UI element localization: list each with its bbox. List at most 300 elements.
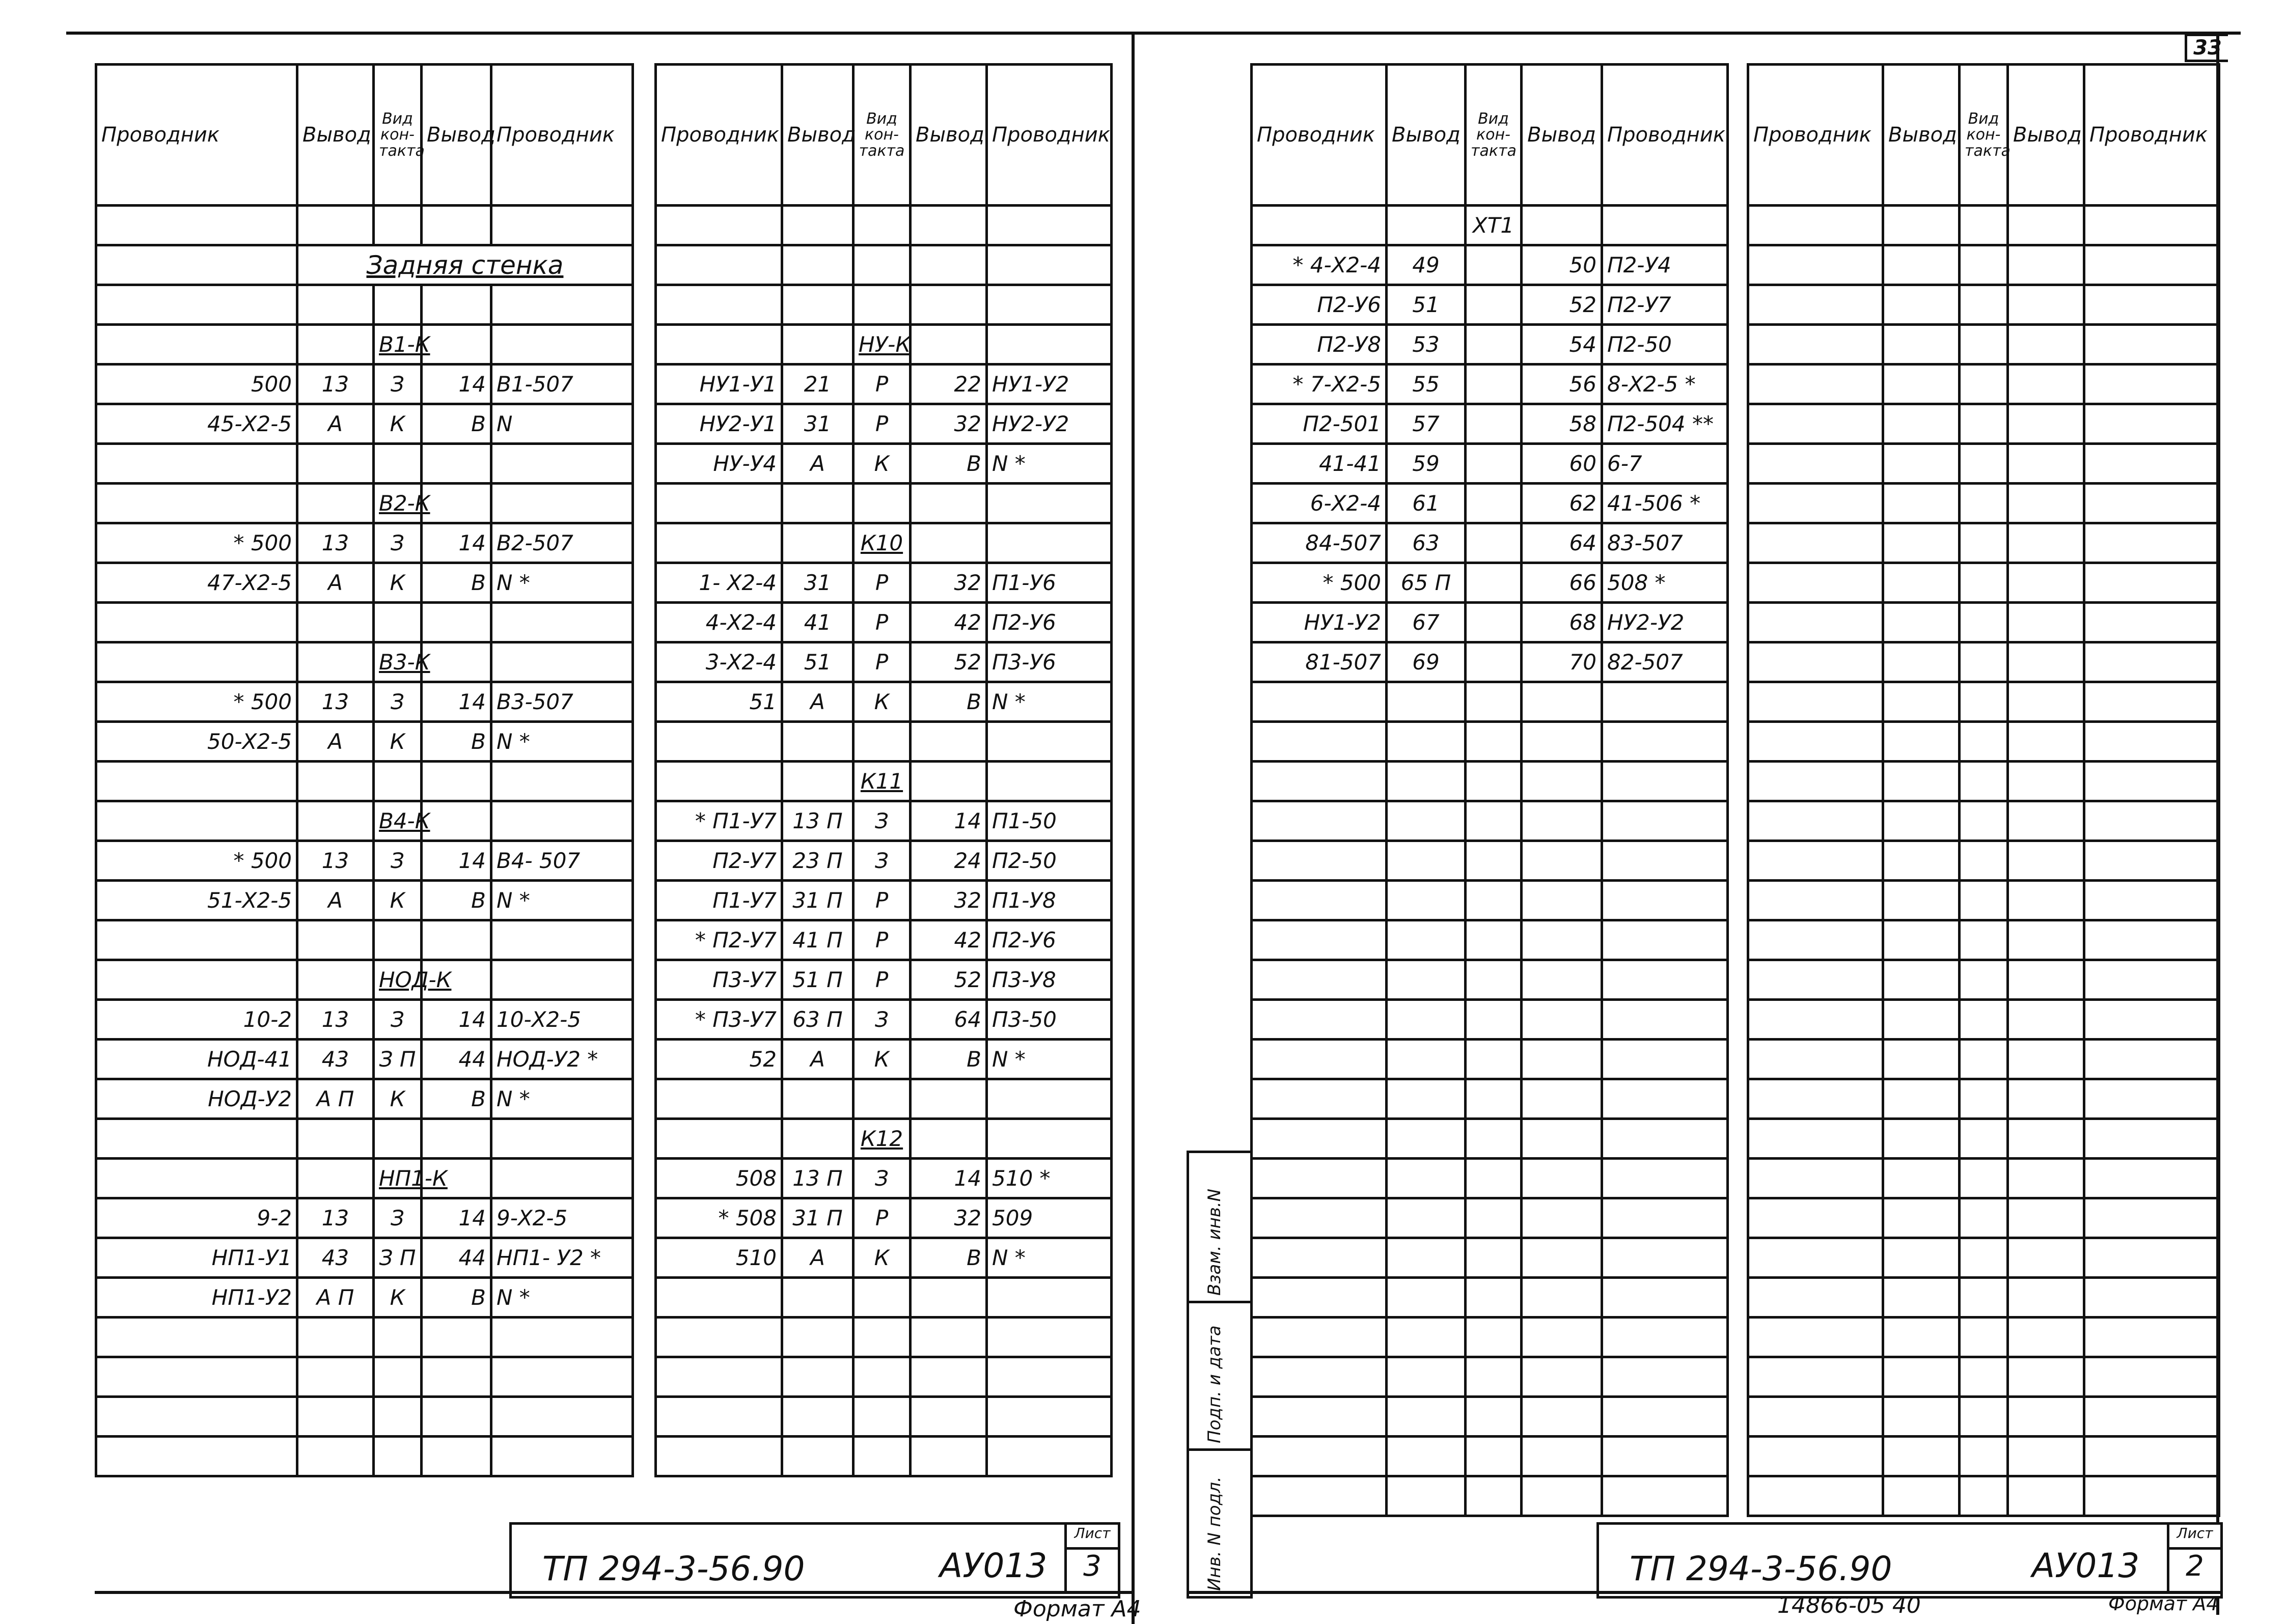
table-cell [1748,920,1883,960]
drawing-mark: АУ013 [2032,1546,2140,1585]
table-cell [1252,722,1387,762]
table-cell [2084,603,2219,642]
table-cell [1960,1278,2008,1318]
table-row [96,1397,633,1437]
table-cell [656,1437,782,1476]
table-cell [1466,1357,1522,1397]
table-cell: 66 [1522,563,1602,603]
table-cell [2008,1198,2084,1238]
table-row [656,1357,1112,1397]
table-cell [96,285,297,325]
table-cell [1883,1198,1960,1238]
table-row [656,881,1112,920]
table-cell [422,1397,491,1437]
table-cell [1883,1397,1960,1437]
table-cell: 31 П [782,881,853,920]
table-row [1252,285,1728,325]
table-cell: ХТ1 [1466,206,1522,245]
table-cell [96,762,297,801]
table-cell: 8-Х2-5 * [1602,365,1728,404]
table-cell: К [374,881,422,920]
table-cell [2008,1318,2084,1357]
table-row [1252,1357,1728,1397]
side-label-replace: Взам. инв.N [1204,1188,1225,1296]
table-cell [491,960,633,1000]
table-cell [297,920,374,960]
table-row [96,365,633,404]
table-cell [1748,841,1883,881]
table-cell [491,1119,633,1159]
table-row [1252,881,1728,920]
table-cell [491,1159,633,1198]
table-cell: 67 [1387,603,1466,642]
table-cell [1960,642,2008,682]
table-cell: В2-507 [491,523,633,563]
table-cell [374,603,422,642]
table-row [656,206,1112,245]
table-cell [2084,1159,2219,1198]
table-row [96,1437,633,1476]
table-cell [656,1119,782,1159]
table-cell [1252,1198,1387,1238]
table-cell [2008,285,2084,325]
table-cell: 4-Х2-4 [656,603,782,642]
table-cell [853,484,911,523]
table-cell [1466,1278,1522,1318]
table-cell [1602,722,1728,762]
table-row [656,1397,1112,1437]
table-cell [1960,1159,2008,1198]
table-cell [656,1278,782,1318]
table-row [96,285,633,325]
table-cell [96,484,297,523]
table-cell [1387,1198,1466,1238]
table-cell [911,1397,987,1437]
table-cell: 50 [1522,245,1602,285]
table-row [1252,1119,1728,1159]
table-cell: 56 [1522,365,1602,404]
table-row [1748,1198,2219,1238]
table-cell [1883,404,1960,444]
table-cell [1883,1318,1960,1357]
table-cell [987,1119,1112,1159]
table-cell [1883,1079,1960,1119]
table-row [1252,603,1728,642]
table-cell [1602,960,1728,1000]
table-cell [1466,801,1522,841]
table-row [1748,1397,2219,1437]
table-row [1748,1119,2219,1159]
table-cell [1387,881,1466,920]
table-cell [2008,1159,2084,1198]
table-cell [987,1437,1112,1476]
table-cell [1602,682,1728,722]
table-cell [1748,603,1883,642]
table-cell [911,722,987,762]
table-cell [2008,245,2084,285]
table-cell: 63 П [782,1000,853,1040]
table-cell: НУ-У4 [656,444,782,484]
table-cell [1466,1476,1522,1516]
table-row [656,484,1112,523]
table-cell [96,603,297,642]
table-cell: В4-К [374,801,422,841]
table-cell [2008,1119,2084,1159]
table-cell [1522,1318,1602,1357]
table-cell [1252,1238,1387,1278]
header-col3: Вид кон- такта [1960,65,2008,206]
table-cell: 510 * [987,1159,1112,1198]
table-cell [1602,1437,1728,1476]
table-cell [1960,1079,2008,1119]
table-cell: В3-К [374,642,422,682]
table-cell: НУ1-У2 [1252,603,1387,642]
table-cell [2084,841,2219,881]
table-row [1252,444,1728,484]
table-cell: З П [374,1040,422,1079]
table-cell [1252,1437,1387,1476]
table-cell [1883,484,1960,523]
table-cell [1748,206,1883,245]
table-cell: А [782,682,853,722]
table-cell: П2-У6 [1252,285,1387,325]
table-row [1252,1159,1728,1198]
table-cell: 60 [1522,444,1602,484]
table-cell: З [374,1198,422,1238]
sheet-cell [1064,1525,1118,1591]
table-cell [422,484,491,523]
table-cell [1466,1238,1522,1278]
table-cell [1960,404,2008,444]
table-cell [987,762,1112,801]
table-cell [2084,1437,2219,1476]
table-cell [1960,1318,2008,1357]
table-cell [987,1079,1112,1119]
table-cell: 13 П [782,1159,853,1198]
table-cell [374,285,422,325]
table-cell [96,1357,297,1397]
center-fold-line [1132,32,1135,1624]
table-cell: В [422,1278,491,1318]
table-cell [1883,642,1960,682]
table-cell: 52 [911,642,987,682]
table-cell: 13 [297,1000,374,1040]
table-row [1252,1318,1728,1357]
table-cell: В [911,682,987,722]
table-row [96,642,633,682]
table-cell [1387,1318,1466,1357]
table-cell [2008,1238,2084,1278]
header-col3: Вид кон- такта [374,65,422,206]
table-cell [96,325,297,365]
table-cell: N * [491,722,633,762]
table-cell [96,1437,297,1476]
table-cell [297,603,374,642]
table-cell: * 7-Х2-5 [1252,365,1387,404]
top-border [66,32,2241,35]
table-cell: 44 [422,1040,491,1079]
table-cell: В [422,722,491,762]
table-cell: 81-507 [1252,642,1387,682]
table-cell: * 4-Х2-4 [1252,245,1387,285]
header-col3: Вид кон- такта [1466,65,1522,206]
table-cell [1387,960,1466,1000]
table-cell [2084,325,2219,365]
table-cell: 509 [987,1198,1112,1238]
table-row [656,762,1112,801]
table-cell [853,722,911,762]
table-cell [2084,365,2219,404]
table-cell [656,245,782,285]
table-cell [853,1357,911,1397]
table-cell [297,1318,374,1357]
table-cell: 14 [422,523,491,563]
table-cell [1522,1476,1602,1516]
header-col4: Вывод [2008,65,2084,206]
table-cell: К [374,404,422,444]
sheet-label: Лист [1067,1525,1118,1550]
table-row [1748,1159,2219,1198]
table-cell [297,1159,374,1198]
table-cell [1748,1040,1883,1079]
table-cell [96,245,297,285]
table-cell [1522,881,1602,920]
table-cell [1522,1278,1602,1318]
table-cell [1748,1079,1883,1119]
table-cell [656,1079,782,1119]
table-row [96,960,633,1000]
table-cell: П2-У4 [1602,245,1728,285]
table-cell: 500 [96,365,297,404]
table-cell: В [911,1040,987,1079]
table-cell: 62 [1522,484,1602,523]
table-cell [1960,444,2008,484]
table-cell [491,1437,633,1476]
table-row [656,1318,1112,1357]
table-row [656,603,1112,642]
header-col2: Вывод [782,65,853,206]
table-cell [2008,1437,2084,1476]
table-row [96,1159,633,1198]
table-cell [2084,682,2219,722]
table-cell [2008,801,2084,841]
table-cell [491,762,633,801]
table-cell [2084,444,2219,484]
table-cell [1960,1238,2008,1278]
table-cell [2084,1397,2219,1437]
table-cell [1252,762,1387,801]
table-cell [1252,682,1387,722]
table-cell [1522,722,1602,762]
table-cell [1748,404,1883,444]
table-cell [1466,484,1522,523]
table-cell [297,444,374,484]
table-cell [1960,365,2008,404]
table-row [1748,325,2219,365]
table-cell [987,245,1112,285]
table-cell [1602,1079,1728,1119]
connection-table-left-1 [95,63,634,1477]
table-cell [782,1119,853,1159]
table-cell [1466,1397,1522,1437]
connection-table-left-2 [654,63,1113,1477]
table-cell [1883,722,1960,762]
table-cell [1602,920,1728,960]
table-cell [656,285,782,325]
table-cell [2084,1278,2219,1318]
table-cell [1960,841,2008,881]
table-row [96,1357,633,1397]
table-cell [911,325,987,365]
table-cell: З [374,841,422,881]
table-cell: П2-50 [987,841,1112,881]
table-cell: К11 [853,762,911,801]
table-row [96,1079,633,1119]
table-cell [853,285,911,325]
table-row [96,1238,633,1278]
table-row [1252,841,1728,881]
table-cell [2008,642,2084,682]
table-cell [2008,1397,2084,1437]
table-cell: 14 [422,1000,491,1040]
table-cell: К [853,1238,911,1278]
table-cell [297,1437,374,1476]
table-cell: З [853,801,911,841]
table-cell: 41 [782,603,853,642]
table-cell: 52 [911,960,987,1000]
header-col5: Проводник [491,65,633,206]
table-cell: 49 [1387,245,1466,285]
table-cell: * 508 [656,1198,782,1238]
table-cell [491,1397,633,1437]
table-cell [656,325,782,365]
table-cell [911,1079,987,1119]
table-cell: 32 [911,563,987,603]
table-cell [911,1318,987,1357]
table-row [96,523,633,563]
table-cell: НП1- У2 * [491,1238,633,1278]
table-cell: 52 [656,1040,782,1079]
table-cell: 13 [297,841,374,881]
table-row [656,1000,1112,1040]
table-cell [656,722,782,762]
table-row [1252,801,1728,841]
table-row [1252,682,1728,722]
table-cell [1387,1357,1466,1397]
table-row [1252,1437,1728,1476]
table-cell: НУ2-У2 [987,404,1112,444]
table-cell: НП1-У1 [96,1238,297,1278]
table-cell [96,444,297,484]
table-cell [1387,206,1466,245]
table-cell [1602,206,1728,245]
table-cell [2084,245,2219,285]
table-cell [2084,1476,2219,1516]
table-cell: А [297,722,374,762]
table-row [1748,642,2219,682]
table-cell: НОД-41 [96,1040,297,1079]
table-cell: П3-У8 [987,960,1112,1000]
table-cell [1748,325,1883,365]
table-row [96,1040,633,1079]
table-cell: НОД-К [374,960,422,1000]
table-cell [297,206,374,245]
header-col4: Вывод [422,65,491,206]
table-cell [1960,603,2008,642]
table-row [656,642,1112,682]
table-cell: НУ1-У1 [656,365,782,404]
table-row [656,365,1112,404]
table-cell: 45-Х2-5 [96,404,297,444]
table-cell [1466,682,1522,722]
table-row [1748,960,2219,1000]
table-cell [1748,484,1883,523]
table-cell [1748,1357,1883,1397]
table-cell [1466,1119,1522,1159]
table-cell [1602,1000,1728,1040]
table-cell [1748,801,1883,841]
table-cell [987,1318,1112,1357]
table-cell [2084,1079,2219,1119]
table-cell: * 500 [96,523,297,563]
table-cell [1748,1119,1883,1159]
table-cell [656,1357,782,1397]
table-cell [1252,1119,1387,1159]
table-cell: * 500 [96,682,297,722]
table-cell [911,1119,987,1159]
table-cell [1466,841,1522,881]
sheet-number: 3 [1083,1550,1101,1583]
table-cell: П2-50 [1602,325,1728,365]
table-row [1748,523,2219,563]
table-cell: В [422,881,491,920]
table-cell [1883,285,1960,325]
table-cell [1748,245,1883,285]
table-cell [2084,1238,2219,1278]
title-block-right [1596,1522,2223,1599]
table-cell: В4- 507 [491,841,633,881]
table-cell [782,1357,853,1397]
table-cell [1883,960,1960,1000]
table-cell [782,285,853,325]
table-cell: НОД-У2 * [491,1040,633,1079]
table-cell [1522,1040,1602,1079]
table-cell: 1- Х2-4 [656,563,782,603]
table-cell [374,1119,422,1159]
table-cell: 14 [422,365,491,404]
table-cell: 508 [656,1159,782,1198]
table-cell: 51 [1387,285,1466,325]
table-cell [1883,523,1960,563]
table-cell [1466,444,1522,484]
table-cell [656,484,782,523]
header-row [96,65,633,206]
table-cell [1252,881,1387,920]
table-cell [1522,801,1602,841]
table-cell [297,642,374,682]
table-cell [1466,404,1522,444]
table-cell: Р [853,365,911,404]
table-cell [96,1159,297,1198]
table-cell: В2-К [374,484,422,523]
table-cell [1252,920,1387,960]
table-cell: НП1-У2 [96,1278,297,1318]
table-cell [1387,920,1466,960]
table-row [656,325,1112,365]
table-cell [1252,206,1387,245]
table-cell [96,206,297,245]
table-cell: Р [853,881,911,920]
